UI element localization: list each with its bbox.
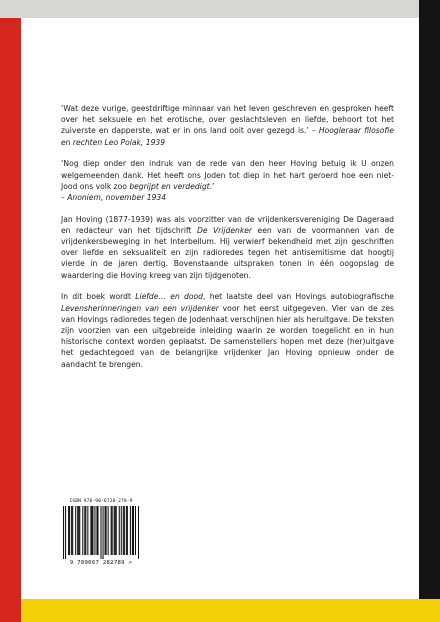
barcode-bar xyxy=(65,506,66,559)
barcode-bar xyxy=(132,506,133,555)
barcode-bar xyxy=(138,506,139,559)
barcode-bar xyxy=(111,506,112,555)
barcode-bar xyxy=(77,506,78,555)
barcode-bar xyxy=(96,506,97,555)
paragraph-text: In dit boek wordt xyxy=(61,292,136,302)
barcode-bar xyxy=(135,506,136,555)
barcode-bar xyxy=(94,506,95,555)
barcode-digits: 9 789067 282789 > xyxy=(69,560,133,566)
barcode-bar xyxy=(68,506,69,555)
barcode-bar xyxy=(133,506,134,555)
quote-attribution: – Anoniem, november 1934 xyxy=(61,192,167,202)
barcode-bar xyxy=(71,506,72,555)
paragraph-about-book xyxy=(61,291,394,369)
quote-text: ‘Nog diep onder den indruk van de rede van den heer Hoving betuig ik U onzen welgemeenden dank. Het heeft ons Joden tot diep in het hart geroerd hoe een niet-Jood ons volk zoo xyxy=(61,159,394,191)
barcode-bar xyxy=(130,506,131,555)
barcode-bar xyxy=(114,506,115,555)
barcode-bar xyxy=(106,506,107,555)
barcode-bar xyxy=(116,506,117,555)
barcode-bar xyxy=(127,506,128,555)
barcode-bar xyxy=(79,506,80,555)
barcode-bar xyxy=(124,506,125,555)
quote-text-end: .’ xyxy=(209,181,215,191)
left-red-bar xyxy=(0,18,21,622)
barcode-bar xyxy=(91,506,92,555)
barcode-bar xyxy=(100,506,101,559)
paragraph-text: een van de voormannen van de vrijdenkersbeweging in het Interbellum. Hij verwierf bekendheid met zijn geschriften over liefde en seksualiteit en zijn radioredes tegen het antisemitisme dat hoogtij vierde in de jaren dertig. Bovenstaande uitspraken tonen in één oogopslag de waardering die Hoving kreeg van zijn tijdgenoten. xyxy=(61,225,395,280)
barcode-bar xyxy=(82,506,83,555)
bottom-yellow-bar xyxy=(21,599,440,622)
book-title: Liefde… en dood xyxy=(135,292,203,302)
quote-attribution: Hoogleraar filosofie en rechten Leo Polak, 1939 xyxy=(61,126,394,147)
barcode-bar xyxy=(75,506,76,555)
barcode-bar xyxy=(119,506,120,555)
barcode-bar xyxy=(103,506,104,559)
quote-emphasis: begrijpt en verdedigt xyxy=(129,181,210,191)
barcode-bar xyxy=(105,506,106,555)
barcode-bar xyxy=(115,506,116,555)
barcode-bar xyxy=(72,506,73,555)
paragraph-about-hoving xyxy=(61,214,394,281)
paragraph-text: , het laatste deel van Hovings autobiografische xyxy=(203,292,394,302)
paragraph-text: Jan Hoving (1877-1939) was als voorzitter van de vrijdenkersvereniging De Dageraad en redacteur van het tijdschrift xyxy=(61,214,394,235)
barcode-bar xyxy=(126,506,127,555)
barcode-bar xyxy=(97,506,98,555)
paragraph-text: voor het eerst uitgegeven. Vier van de zes van Hovings radioredes tegen de Jodenhaat verschijnen hier als heruitgave. De teksten zijn voorzien van een uitgebreide inleiding waarin ze worden toegelicht en in hun historische context worden geplaatst. De samenstellers hopen met deze (her)uitgave het gedachtegoed van de belangrijke vrijdenker Jan Hoving opnieuw onder de aandacht te brengen. xyxy=(61,303,394,369)
quote-anonymous xyxy=(61,158,394,203)
barcode-bar xyxy=(123,506,124,555)
barcode-bar xyxy=(84,506,85,555)
barcode-bars xyxy=(63,506,139,559)
barcode-bar xyxy=(69,506,70,555)
barcode-bar xyxy=(78,506,79,555)
series-title: Levensherinneringen van een vrijdenker xyxy=(61,303,219,313)
isbn-label: ISBN 978-90-6728-278-9 xyxy=(69,499,133,504)
right-black-bar xyxy=(419,0,440,599)
barcode-bar xyxy=(87,506,88,555)
barcode-bar xyxy=(90,506,91,555)
quote-text: ‘Wat deze vurige, geestdriftige minnaar van het leven geschreven en gesproken heeft over het seksuele en het erotische, over geslachtsleven en liefde, behoort tot het zuiverste en dapperste, wat er in ons land ooit over gezegd is.’ – xyxy=(61,104,394,136)
barcode-bar xyxy=(112,506,113,555)
barcode-bar xyxy=(121,506,122,555)
barcode-bar xyxy=(92,506,93,555)
barcode-bar xyxy=(85,506,86,555)
barcode-bar xyxy=(108,506,109,555)
barcode-bar xyxy=(63,506,64,559)
back-cover-text xyxy=(61,103,394,380)
journal-title: De Vrijdenker xyxy=(196,225,253,235)
top-grey-strip xyxy=(0,0,440,18)
quote-leo-polak xyxy=(61,103,394,148)
isbn-barcode xyxy=(61,499,141,569)
